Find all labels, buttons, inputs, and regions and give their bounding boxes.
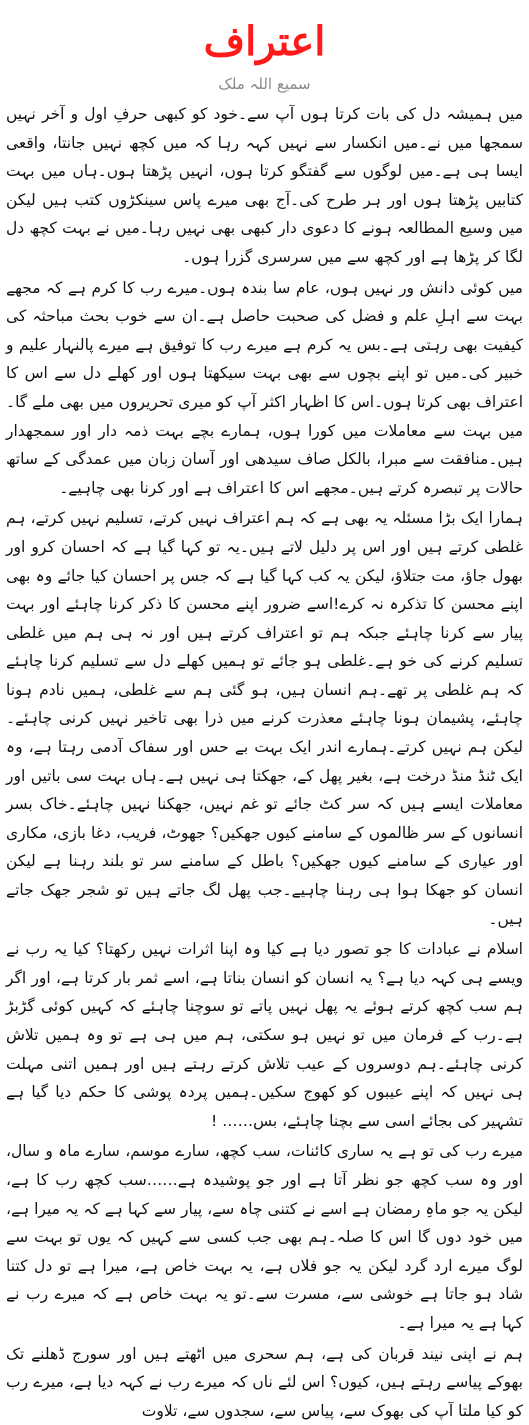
article-author: سمیع اللہ ملک [218,75,311,93]
paragraph-1: میں ہمیشہ دل کی بات کرتا ہوں آپ سے۔خود کو کبھی حرفِ اول و آخر نہیں سمجھا میں نے۔میں انکسار سے نہیں کہہ رہا کہ میں کچھ نہیں جانتا، واقعی ایسا ہی ہے۔میں لوگوں سے گفتگو کرتا ہوں، انہیں پڑھتا ہوں۔ہاں میں بہت کتابیں پڑھتا ہوں اور ہر طرح کی۔آج بھی میرے پاس سینکڑوں کتب ہیں لیکن میں وسیع المطالعہ ہونے کا دعوی دار کبھی بھی نہیں رہا۔میں نے بہت کچھ دل لگا کر پڑھا ہے اور کچھ سے میں سرسری گزرا ہوں۔ [6,105,523,266]
article-title: اعتراف [203,18,326,65]
paragraph-5: میرے رب کی تو ہے یہ ساری کائنات، سب کچھ، سارے موسم، سارے ماہ و سال، اور وہ سب کچھ جو نظر آتا ہے اور جو پوشیدہ ہے……سب کچھ رب کا ہے، لیکن یہ جو ماہِ رمضان ہے اسے نے کتنی چاہ سے، پیار سے کہا ہے کہ یہ میرا ہے، میں خود دوں گا اس کا صلہ۔ہم بھی جب کسی سے کہیں کہ یوں تو بہت سے لوگ میرے ارد گرد لیکن یہ جو فلاں ہے، یہ بہت خاص ہے، میرا ہے تو دل کتنا شاد ہو جاتا ہے خوشی سے، مسرت سے۔تو یہ بہت خاص ہے کہ میرے رب نے کہا ہے یہ میرا ہے۔ [6,1142,523,1332]
article-body [6,100,523,1425]
paragraph-6: ہم نے اپنی نیند قربان کی ہے، ہم سحری میں اٹھتے ہیں اور سورج ڈھلنے تک بھوکے پیاسے رہتے ہیں، کیوں؟ اس لئے ناں کہ میرے رب نے کہہ دیا ہے، میرے رب کو کیا ملتا آپ کی بھوک سے، پیاس سے، سجدوں سے، تلاوت [6,1344,523,1420]
paragraph-2: میں کوئی دانش ور نہیں ہوں، عام سا بندہ ہوں۔میرے رب کا کرم ہے کہ مجھے بہت سے اہلِ علم و فضل کی صحبت حاصل ہے۔ان سے خوب بحث مباحثہ کی کیفیت بھی رہتی ہے۔بس یہ کرم ہے میرے رب کا توفیق ہے میرے پالنہار علیم و خبیر کی۔میں تو اپنے بچوں سے بھی بہت سیکھتا ہوں اور کھلے دل سے اس کا اعتراف بھی کرتا ہوں۔اس کا اظہار اکثر آپ کو میری تحریروں میں بھی ملے گا۔میں بہت سے معاملات میں کورا ہوں، ہمارے بچے بہت ذمہ دار اور سمجھدار ہیں۔منافقت سے مبرا، بالکل صاف سیدھی اور آسان زبان میں عمدگی کے ساتھ حالات پر تبصرہ کرتے ہیں۔مجھے اس کا اعتراف ہے اور کرنا بھی چاہیے۔ [6,278,523,497]
article-page [0,14,529,1420]
paragraph-4: اسلام نے عبادات کا جو تصور دیا ہے کیا وہ اپنا اثرات نہیں رکھتا؟ کیا یہ رب نے ویسے ہی کہہ دیا ہے؟ یہ انسان کو انسان بناتا ہے، اسے ثمر بار کرتا ہے، اور اگر ہم سب کچھ کرتے ہوئے یہ پھل نہیں پاتے تو سوچنا چاہئے کہ کہیں کوئی گڑبڑ ہے۔رب کے فرمان میں تو نہیں ہو سکتی، ہم میں ہی ہے تو وہ ہمیں تلاش کرنی چاہئے۔ہم دوسروں کے عیب تلاش کرتے رہتے ہیں اور ہمیں اتنی مہلت ہی نہیں کہ اپنے عیبوں کو کھوج سکیں۔ہمیں پردہ پوشی کا حکم دیا گیا ہے تشہیر کی بجائے اسی سے بچنا چاہئے، بس…… ! [6,940,523,1130]
paragraph-3: ہمارا ایک بڑا مسئلہ یہ بھی ہے کہ ہم اعتراف نہیں کرتے، تسلیم نہیں کرتے، ہم غلطی کرتے ہیں اور اس پر دلیل لاتے ہیں۔یہ تو کہا گیا ہے کہ احسان کرو اور بھول جاؤ، مت جتلاؤ، لیکن یہ کب کہا گیا ہے کہ جس پر احسان کیا جائے وہ بھی اپنے محسن کا تذکرہ نہ کرے!اسے ضرور اپنے محسن کا ذکر کرنا چاہئے اور بہت پیار سے کرنا چاہئے جبکہ ہم تو اعتراف کرتے ہیں اور نہ ہی ہم میں غلطی تسلیم کرنے کی خو ہے۔غلطی ہو جائے تو ہمیں کھلے دل سے تسلیم کرنا چاہئے کہ ہم غلطی پر تھے۔ہم انسان ہیں، ہو گئی ہم سے غلطی، ہمیں نادم ہونا چاہئے، پشیمان ہونا چاہئے معذرت کرنے میں ذرا بھی تاخیر نہیں کرنی چاہئے۔لیکن ہم نہیں کرتے۔ہمارے اندر ایک بہت بے حس اور سفاک آدمی رہتا ہے، وہ ایک ٹنڈ منڈ درخت ہے، بغیر پھل کے، جھکتا ہی نہیں ہے۔ہاں بہت سی باتیں اور معاملات ایسے ہیں کہ سر کٹ جائے تو غم نہیں، جھکنا نہیں چاہئے۔خاک بسر انسانوں کے سر ظالموں کے سامنے کیوں جھکیں؟ جھوٹ، فریب، دغا بازی، مکاری اور عیاری کے سامنے کیوں جھکیں؟ باطل کے سامنے سر تو بلند رہنا ہے لیکن انسان کو جھکا ہوا ہی رہنا چاہیے۔جب پھل لگ جاتے ہیں تو شجر جھک جاتے ہیں۔ [6,509,523,928]
